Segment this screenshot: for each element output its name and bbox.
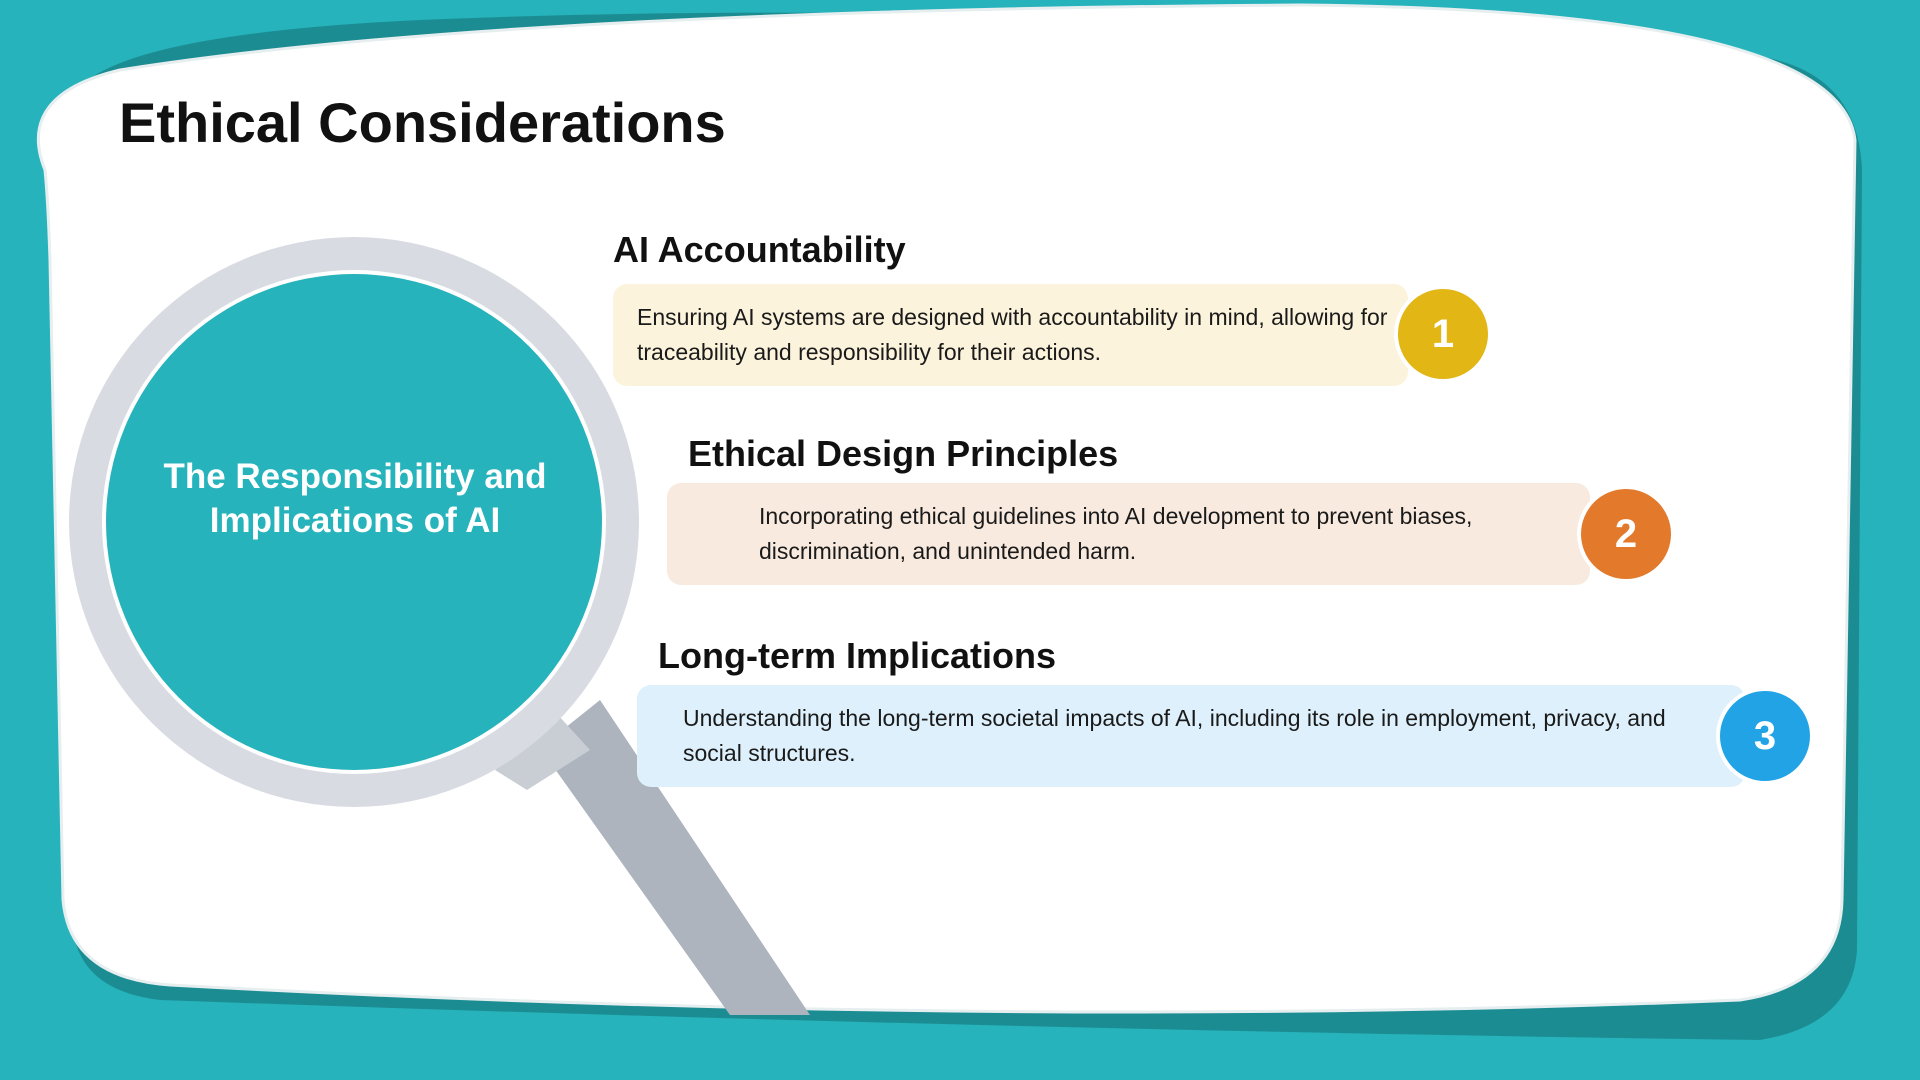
page-title: Ethical Considerations [119, 91, 726, 154]
item-box-design [667, 483, 1590, 585]
item-text-implications: Understanding the long-term societal impacts of AI, including its role in employment, privacy, and social structures. [683, 705, 1666, 766]
center-label: The Responsibility and Implications of AI [163, 457, 547, 540]
badge-3: 3 [1716, 687, 1814, 785]
item-heading-accountability: AI Accountability [613, 229, 906, 270]
item-text-design: Incorporating ethical guidelines into AI development to prevent biases, discrimination, and unintended harm. [759, 503, 1473, 564]
item-box-accountability [613, 284, 1408, 386]
item-heading-design: Ethical Design Principles [688, 433, 1119, 474]
item-text-accountability: Ensuring AI systems are designed with accountability in mind, allowing for traceability and responsibility for their actions. [637, 304, 1388, 365]
item-heading-implications: Long-term Implications [658, 635, 1057, 676]
item-box-implications [637, 685, 1745, 787]
badge-2: 2 [1577, 485, 1675, 583]
badge-1: 1 [1394, 285, 1492, 383]
